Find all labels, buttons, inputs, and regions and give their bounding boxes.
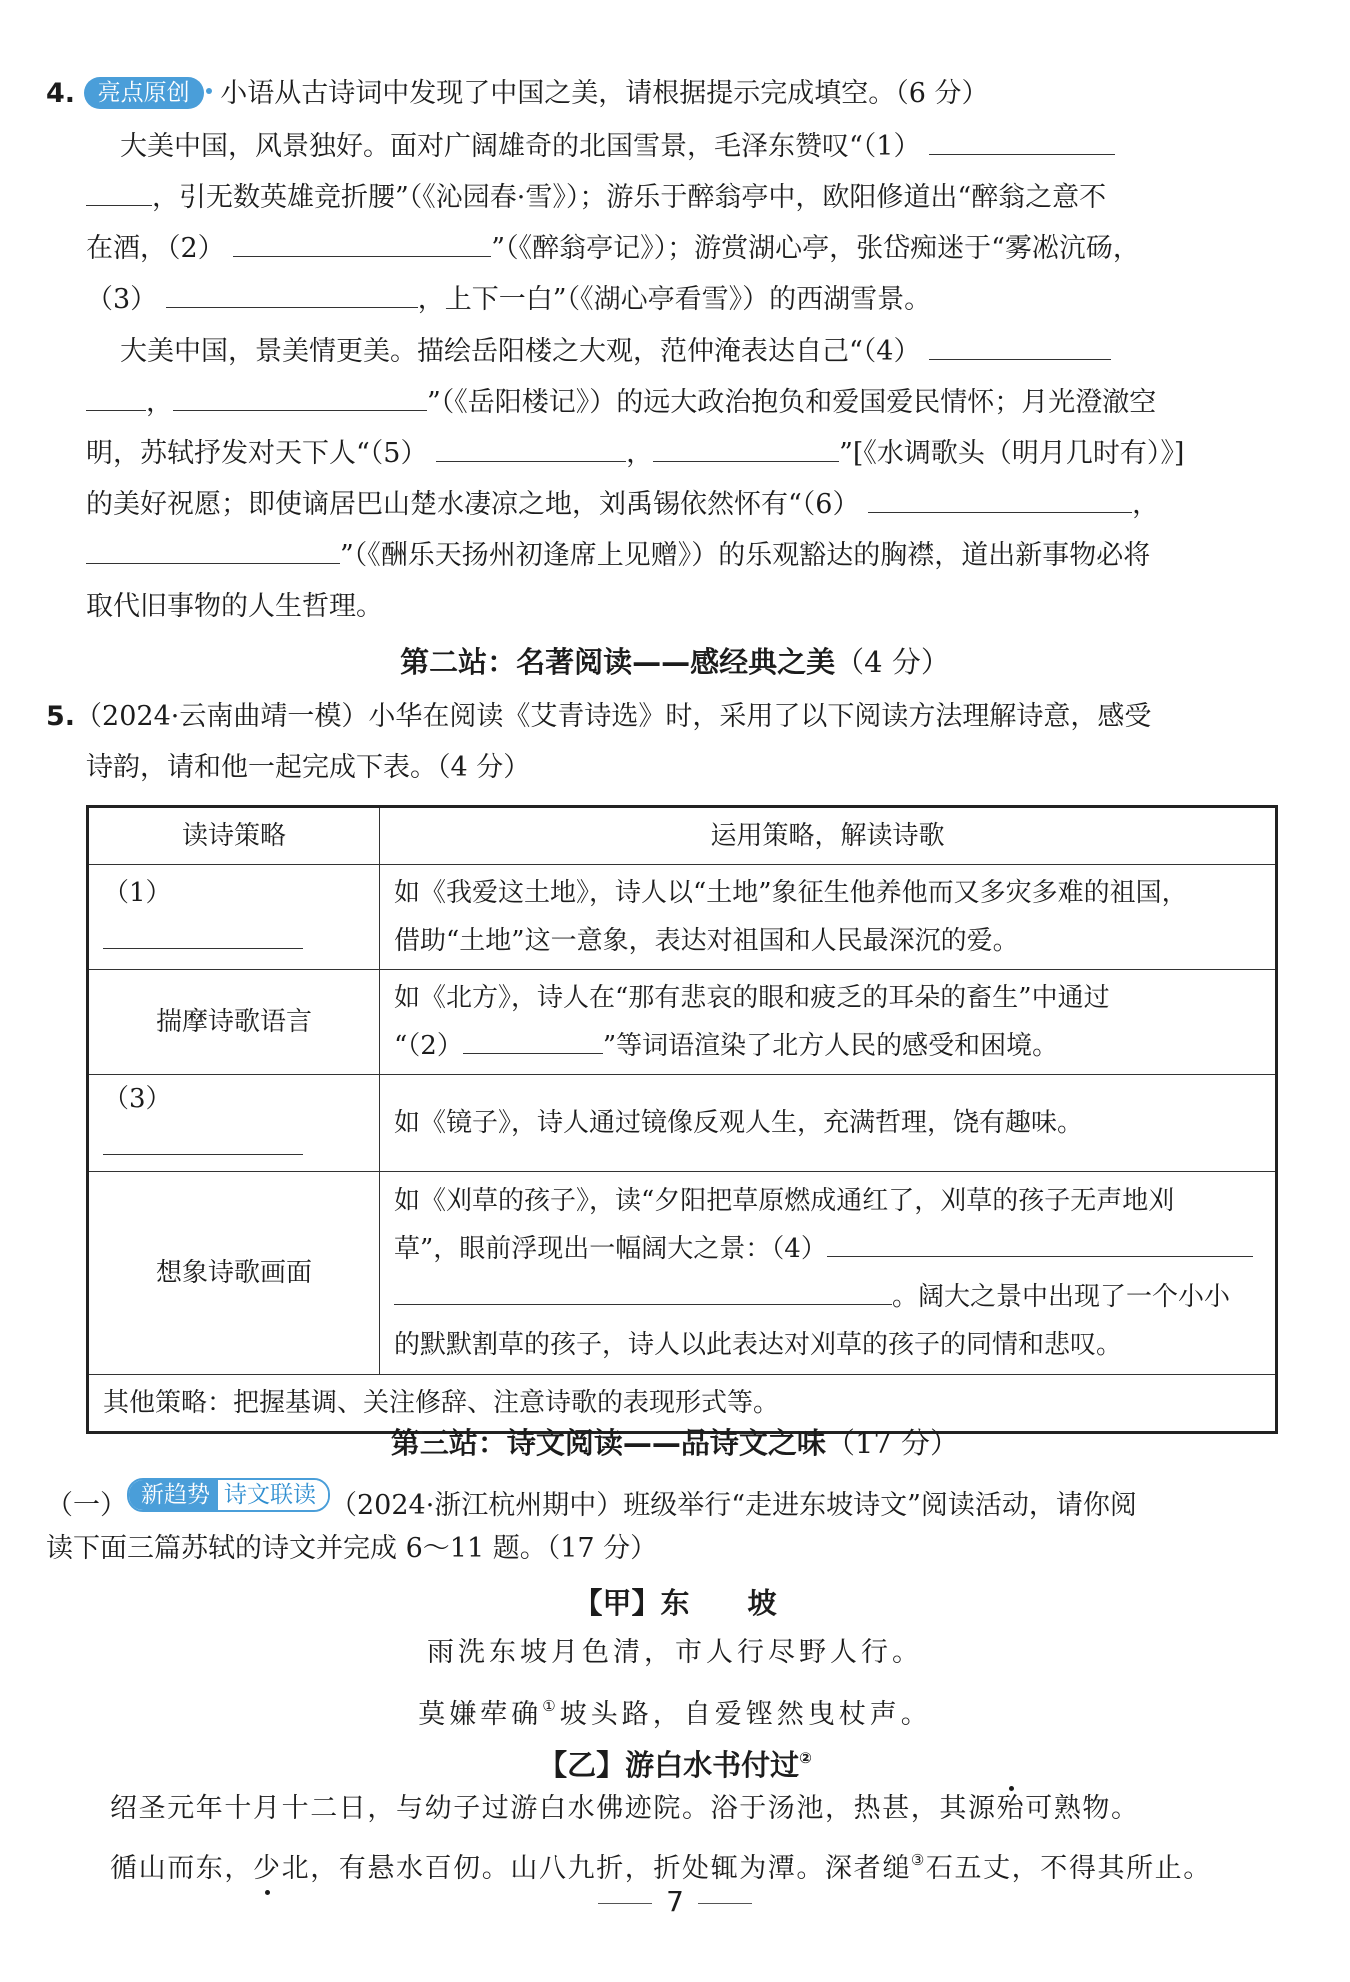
prose-yi-line1: [110, 1789, 1140, 1829]
blank-5b[interactable]: [653, 435, 839, 462]
text-segment: 明，苏轼抒发对天下人“（5）: [86, 438, 428, 469]
page-number: [0, 1882, 1350, 1922]
original-badge: 亮点原创: [84, 77, 204, 109]
trend-badge-right: 诗文联读: [218, 1480, 328, 1510]
divider: [698, 1903, 752, 1904]
blank-t1[interactable]: [103, 922, 303, 949]
table-header-row: [88, 807, 1277, 865]
q5-intro-line1: [46, 697, 1151, 737]
text-segment: ”（《醉翁亭记》）；游赏湖心亭，张岱痴迷于“雾凇沆砀，: [491, 233, 1140, 264]
row1-strategy-cell: [88, 865, 380, 970]
text-segment: ”[《水调歌头（明月几时有）》]: [839, 438, 1185, 469]
station3-title: 第三站：诗文阅读——品诗文之味: [390, 1426, 826, 1460]
divider: [598, 1903, 652, 1904]
text-segment: 。阔大之景中出现了一个小小: [892, 1282, 1231, 1312]
page-number-text: 7: [666, 1885, 684, 1918]
text-segment: “（2）: [394, 1031, 463, 1061]
text-segment: 在酒，（2）: [86, 233, 225, 264]
text-segment: （2024·云南曲靖一模）小华在阅读《艾青诗选》时，采用了以下阅读方法理解诗意，感受: [75, 701, 1152, 732]
text-segment: ，: [626, 438, 654, 469]
table-row: [88, 970, 1277, 1075]
text-segment: ，: [1132, 489, 1160, 520]
q4-number: 4.: [46, 78, 76, 109]
q4-p1-line4: [86, 280, 931, 320]
section1-intro-line1: [46, 1478, 1137, 1526]
q4-p1-line3: [86, 229, 1140, 269]
station3-score: （17 分）: [825, 1426, 960, 1460]
text-segment: 的美好祝愿；即使谪居巴山楚水凄凉之地，刘禹锡依然怀有“（6）: [86, 489, 860, 520]
poem-jia-line1: 雨洗东坡月色清，市人行尽野人行。: [427, 1637, 923, 1668]
text-segment: （3）: [86, 284, 158, 315]
blank-t3[interactable]: [103, 1128, 303, 1155]
q4-p1-line1: [120, 127, 1115, 167]
station2-score: （4 分）: [835, 645, 950, 679]
text-segment: ”（《岳阳楼记》）的远大政治抱负和爱国爱民情怀；月光澄澈空: [427, 387, 1157, 418]
text-segment: 诗韵，请和他一起完成下表。（4 分）: [86, 752, 531, 783]
prose-yi-heading: [0, 1738, 1350, 1785]
reading-strategy-table: [86, 805, 1278, 1434]
text-segment: 的默默割草的孩子，诗人以此表达对刈草的孩子的同情和悲叹。: [394, 1330, 1123, 1360]
row4-content-cell: [380, 1172, 1277, 1375]
text-segment: 借助“土地”这一意象，表达对祖国和人民最深沉的爱。: [394, 926, 1019, 956]
emphasized-char: 少: [253, 1849, 282, 1889]
q4-p1-line2: [86, 178, 1106, 218]
row4-line2: [394, 1225, 1261, 1273]
text-segment: ，上下一白”（《湖心亭看雪》）的西湖雪景。: [417, 284, 932, 315]
prose-yi-title: 【乙】游白水书付过: [538, 1748, 800, 1782]
q5-intro-line2: [86, 748, 530, 788]
station2-heading: [0, 642, 1350, 682]
poem-jia-line2: [0, 1686, 1350, 1735]
badge-dot-icon: [206, 88, 212, 94]
text-segment: 莫嫌荦确: [418, 1699, 543, 1730]
q4-p2-line6: [86, 587, 383, 627]
q4-p2-line4: [86, 485, 1159, 525]
header-application: 运用策略，解读诗歌: [380, 807, 1277, 865]
q4-prompt: 小语从古诗词中发现了中国之美，请根据提示完成填空。（6 分）: [220, 78, 989, 109]
text-segment: （1）: [103, 878, 172, 908]
q5-number: 5.: [46, 701, 76, 732]
table-row: [88, 1075, 1277, 1172]
row4-strategy-cell: 想象诗歌画面: [88, 1172, 380, 1375]
footnote-marker: ②: [799, 1749, 812, 1767]
other-strategies-cell: 其他策略：把握基调、关注修辞、注意诗歌的表现形式等。: [88, 1375, 1277, 1433]
station2-title: 第二站：名著阅读——感经典之美: [400, 645, 836, 679]
blank-4c[interactable]: [173, 384, 427, 411]
blank-t2[interactable]: [463, 1027, 603, 1054]
text-segment: 循山而东，: [110, 1853, 253, 1884]
q4-p2-line2: [86, 383, 1156, 423]
text-segment: （2024·浙江杭州期中）班级举行“走进东坡诗文”阅读活动，请你阅: [330, 1490, 1137, 1521]
poem-jia-title: 【甲】东 坡: [573, 1586, 777, 1620]
text-segment: ，: [146, 387, 173, 418]
row3-strategy-cell: [88, 1075, 380, 1172]
blank-6a[interactable]: [868, 486, 1132, 513]
trend-badge: [127, 1478, 330, 1512]
blank-5a[interactable]: [436, 435, 626, 462]
text-segment: 坡头路，自爱铿然曳杖声。: [559, 1699, 932, 1730]
row2-content-cell: [380, 970, 1277, 1075]
footnote-marker: ③: [910, 1851, 926, 1869]
section-label: （一）: [46, 1490, 127, 1521]
text-segment: 大美中国，景美情更美。描绘岳阳楼之大观，范仲淹表达自己“（4）: [120, 336, 921, 367]
blank-t4a[interactable]: [827, 1230, 1253, 1257]
blank-2[interactable]: [233, 230, 491, 257]
text-segment: ，引无数英雄竞折腰”（《沁园春·雪》）；游乐于醉翁亭中，欧阳修道出“醉翁之意不: [152, 182, 1107, 213]
row4-line3: [394, 1273, 1261, 1321]
blank-t4b[interactable]: [394, 1278, 892, 1305]
text-segment: 绍圣元年十月十二日，与幼子过游白水佛迹院。浴于汤池，热甚，其源: [110, 1793, 997, 1824]
header-strategy: 读诗策略: [88, 807, 380, 865]
blank-4a[interactable]: [929, 333, 1111, 360]
blank-6b[interactable]: [86, 537, 340, 564]
text-segment: 读下面三篇苏轼的诗文并完成 6～11 题。（17 分）: [46, 1533, 658, 1564]
text-segment: 大美中国，风景独好。面对广阔雄奇的北国雪景，毛泽东赞叹“（1）: [120, 131, 921, 162]
text-segment: ”等词语渲染了北方人民的感受和困境。: [602, 1031, 1059, 1061]
text-segment: 如《我爱这土地》，诗人以“土地”象征生他养他而又多灾多难的祖国，: [394, 878, 1188, 908]
table-row: [88, 1172, 1277, 1375]
text-segment: 如《刈草的孩子》，读“夕阳把草原燃成通红了，刈草的孩子无声地刈: [394, 1186, 1175, 1216]
text-segment: 草”，眼前浮现出一幅阔大之景：（4）: [394, 1234, 827, 1264]
row2-line2: [394, 1022, 1261, 1070]
text-segment: 石五丈，不得其所止。: [925, 1853, 1212, 1884]
text-segment: 北，有悬水百仞。山八九折，折处辄为潭。深者缒: [281, 1853, 911, 1884]
row3-content-cell: 如《镜子》，诗人通过镜像反观人生，充满哲理，饶有趣味。: [380, 1075, 1277, 1172]
row1-content-cell: [380, 865, 1277, 970]
text-segment: （3）: [103, 1084, 172, 1114]
blank-3[interactable]: [166, 281, 418, 308]
table-row: [88, 865, 1277, 970]
station3-heading: [0, 1423, 1350, 1463]
q4-p2-line1: [120, 332, 1111, 372]
text-segment: 如《北方》，诗人在“那有悲哀的眼和疲乏的耳朵的畜生”中通过: [394, 983, 1110, 1013]
q4-p2-line5: [86, 536, 1150, 576]
blank-4b[interactable]: [86, 384, 146, 411]
trend-badge-left: 新趋势: [129, 1480, 218, 1510]
row2-strategy-cell: 揣摩诗歌语言: [88, 970, 380, 1075]
text-segment: ”（《酬乐天扬州初逢席上见赠》）的乐观豁达的胸襟，道出新事物必将: [340, 540, 1151, 571]
text-segment: 可熟物。: [1025, 1793, 1140, 1824]
q4-p2-line3: [86, 434, 1184, 474]
blank-1a[interactable]: [929, 128, 1115, 155]
emphasized-char: 殆: [997, 1789, 1026, 1829]
blank-1b[interactable]: [86, 179, 152, 206]
text-segment: 取代旧事物的人生哲理。: [86, 591, 383, 622]
footnote-marker: ①: [542, 1697, 560, 1715]
q4-prompt-line: [46, 74, 989, 114]
section1-intro-line2: [46, 1529, 657, 1569]
